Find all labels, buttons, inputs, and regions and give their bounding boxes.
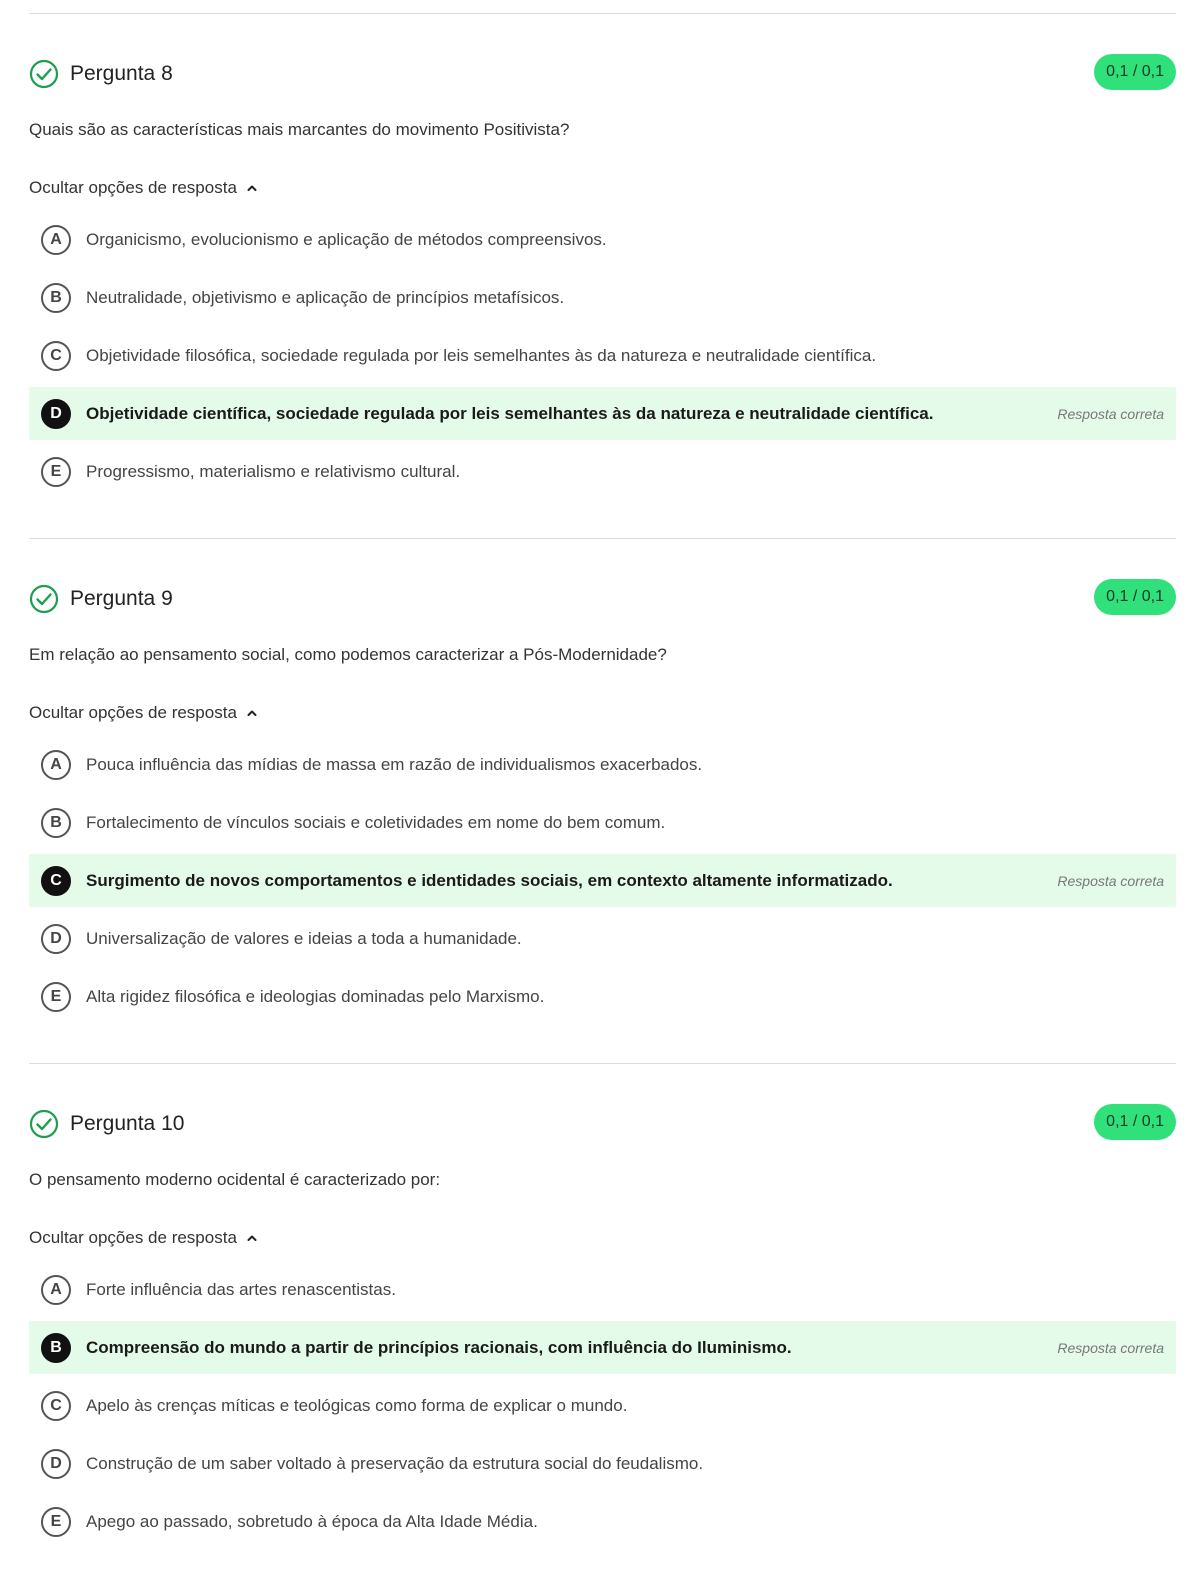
answer-option-d[interactable]: [29, 912, 1176, 965]
answer-option-a[interactable]: [29, 738, 1176, 791]
option-letter: C: [41, 1391, 71, 1421]
option-letter: A: [41, 1275, 71, 1305]
option-text: Apego ao passado, sobretudo à época da Alta Idade Média.: [86, 1511, 538, 1531]
question-text: Em relação ao pensamento social, como podemos caracterizar a Pós-Modernidade?: [29, 645, 667, 664]
answer-options: [29, 1263, 1176, 1548]
answer-option-d[interactable]: [29, 1437, 1176, 1490]
option-text: Organicismo, evolucionismo e aplicação de métodos compreensivos.: [86, 229, 607, 249]
correct-answer-label: Resposta correta: [1057, 872, 1164, 889]
option-letter: B: [41, 283, 71, 313]
option-letter: D: [41, 1449, 71, 1479]
option-text: Compreensão do mundo a partir de princípios racionais, com influência do Iluminismo.: [86, 1337, 792, 1357]
question-title: Pergunta 9: [70, 587, 173, 610]
option-letter: D: [41, 399, 71, 429]
chevron-up-icon: [246, 707, 258, 719]
divider: [29, 538, 1176, 539]
hide-options-toggle[interactable]: [29, 701, 1176, 725]
option-letter: E: [41, 1507, 71, 1537]
chevron-up-icon: [246, 182, 258, 194]
answer-option-c[interactable]: [29, 854, 1176, 907]
option-letter: A: [41, 750, 71, 780]
chevron-up-icon: [246, 1232, 258, 1244]
answer-option-a[interactable]: [29, 213, 1176, 266]
question-title: Pergunta 10: [70, 1112, 185, 1135]
correct-answer-label: Resposta correta: [1057, 405, 1164, 422]
divider: [29, 13, 1176, 14]
option-letter: E: [41, 457, 71, 487]
answer-option-a[interactable]: [29, 1263, 1176, 1316]
question-list: [29, 0, 1176, 1553]
option-text: Apelo às crenças míticas e teológicas como forma de explicar o mundo.: [86, 1395, 628, 1415]
question-header: [29, 1104, 1176, 1144]
answer-option-d[interactable]: [29, 387, 1176, 440]
answer-option-e[interactable]: [29, 445, 1176, 498]
question-title: Pergunta 8: [70, 62, 173, 85]
answer-option-c[interactable]: [29, 329, 1176, 382]
option-text: Objetividade científica, sociedade regulada por leis semelhantes às da natureza e neutralidade científica.: [86, 403, 934, 423]
option-text: Universalização de valores e ideias a toda a humanidade.: [86, 928, 522, 948]
question-header: [29, 579, 1176, 619]
question-text: Quais são as características mais marcantes do movimento Positivista?: [29, 120, 570, 139]
toggle-label: Ocultar opções de resposta: [29, 1228, 237, 1247]
option-letter: D: [41, 924, 71, 954]
score-badge: 0,1 / 0,1: [1094, 54, 1176, 90]
question-text: O pensamento moderno ocidental é caracterizado por:: [29, 1170, 441, 1189]
option-letter: C: [41, 866, 71, 896]
option-letter: A: [41, 225, 71, 255]
hide-options-toggle[interactable]: [29, 1226, 1176, 1250]
option-letter: E: [41, 982, 71, 1012]
answer-option-b[interactable]: [29, 796, 1176, 849]
answer-options: [29, 738, 1176, 1023]
option-text: Fortalecimento de vínculos sociais e coletividades em nome do bem comum.: [86, 812, 666, 832]
toggle-label: Ocultar opções de resposta: [29, 703, 237, 722]
option-text: Neutralidade, objetivismo e aplicação de princípios metafísicos.: [86, 287, 565, 307]
question-10: [29, 1104, 1176, 1548]
option-text: Objetividade filosófica, sociedade regulada por leis semelhantes às da natureza e neutralidade científica.: [86, 345, 877, 365]
answer-option-b[interactable]: [29, 1321, 1176, 1374]
answer-option-c[interactable]: [29, 1379, 1176, 1432]
option-letter: B: [41, 808, 71, 838]
check-circle-icon: [29, 1109, 59, 1139]
check-circle-icon: [29, 59, 59, 89]
score-badge: 0,1 / 0,1: [1094, 579, 1176, 615]
question-8: [29, 54, 1176, 498]
divider: [29, 1063, 1176, 1064]
option-letter: C: [41, 341, 71, 371]
option-letter: B: [41, 1333, 71, 1363]
option-text: Alta rigidez filosófica e ideologias dominadas pelo Marxismo.: [86, 986, 545, 1006]
answer-option-e[interactable]: [29, 1495, 1176, 1548]
correct-answer-label: Resposta correta: [1057, 1339, 1164, 1356]
toggle-label: Ocultar opções de resposta: [29, 178, 237, 197]
option-text: Construção de um saber voltado à preservação da estrutura social do feudalismo.: [86, 1453, 704, 1473]
option-text: Progressismo, materialismo e relativismo cultural.: [86, 461, 461, 481]
question-9: [29, 579, 1176, 1023]
check-circle-icon: [29, 584, 59, 614]
option-text: Forte influência das artes renascentistas.: [86, 1279, 396, 1299]
answer-option-b[interactable]: [29, 271, 1176, 324]
question-header: [29, 54, 1176, 94]
answer-options: [29, 213, 1176, 498]
score-badge: 0,1 / 0,1: [1094, 1104, 1176, 1140]
option-text: Surgimento de novos comportamentos e identidades sociais, em contexto altamente informatizado.: [86, 870, 893, 890]
hide-options-toggle[interactable]: [29, 176, 1176, 200]
option-text: Pouca influência das mídias de massa em razão de individualismos exacerbados.: [86, 754, 703, 774]
answer-option-e[interactable]: [29, 970, 1176, 1023]
